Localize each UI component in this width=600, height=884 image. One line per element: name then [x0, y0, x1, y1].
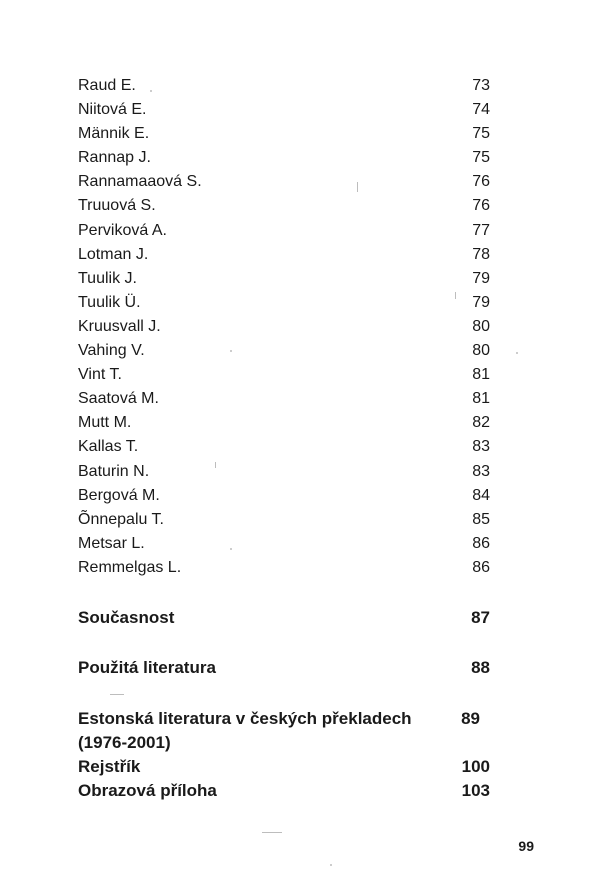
dust-speck	[330, 864, 332, 866]
page-number: 99	[518, 838, 534, 854]
dust-speck	[516, 352, 518, 354]
toc-entry	[78, 363, 490, 387]
section-title: Současnost	[78, 608, 175, 627]
entry-page: 76	[472, 197, 490, 215]
toc-entry	[78, 219, 490, 243]
entry-name: Kruusvall J.	[78, 317, 161, 335]
entry-page: 75	[472, 125, 490, 143]
toc-entry	[78, 387, 490, 411]
toc-entry	[78, 243, 490, 267]
author-entry-list	[78, 74, 490, 580]
toc-entry	[78, 122, 490, 146]
toc-entry	[78, 435, 490, 459]
entry-name: Remmelgas L.	[78, 558, 182, 576]
entry-page: 82	[472, 414, 490, 432]
section-page: 100	[461, 757, 490, 776]
toc-entry	[78, 291, 490, 315]
entry-page: 83	[472, 438, 490, 456]
entry-name: Bergová M.	[78, 486, 160, 504]
section-title: Obrazová příloha	[78, 781, 217, 800]
toc-entry	[78, 556, 490, 580]
toc-entry	[78, 194, 490, 218]
entry-name: Perviková A.	[78, 221, 167, 239]
entry-page: 80	[472, 342, 490, 360]
toc-entry	[78, 339, 490, 363]
toc-entry	[78, 170, 490, 194]
entry-name: Rannamaaová S.	[78, 173, 202, 191]
section-title: Estonská literatura v českých překladech (1976-2001)	[78, 709, 412, 752]
dust-speck	[110, 694, 124, 695]
entry-name: Lotman J.	[78, 245, 149, 263]
entry-name: Rannap J.	[78, 149, 151, 167]
entry-page: 86	[472, 558, 490, 576]
dust-speck	[262, 832, 282, 833]
entry-page: 83	[472, 462, 490, 480]
entry-name: Raud E.	[78, 77, 136, 94]
entry-page: 73	[472, 77, 490, 94]
entry-page: 76	[472, 173, 490, 191]
entry-name: Vint T.	[78, 366, 122, 384]
dust-speck	[215, 462, 216, 468]
toc-entry	[78, 74, 490, 98]
entry-page: 79	[472, 269, 490, 287]
entry-page: 78	[472, 245, 490, 263]
entry-page: 79	[472, 293, 490, 311]
entry-name: Niitová E.	[78, 101, 147, 119]
toc-entry	[78, 508, 490, 532]
section-page: 89	[461, 709, 480, 728]
dust-speck	[150, 90, 152, 92]
section-page: 88	[471, 658, 490, 677]
entry-page: 85	[472, 510, 490, 528]
toc-entry	[78, 267, 490, 291]
entry-page: 81	[472, 390, 490, 408]
section-title: Rejstřík	[78, 757, 141, 776]
entry-page: 80	[472, 317, 490, 335]
section-page: 87	[471, 608, 490, 627]
entry-page: 75	[472, 149, 490, 167]
dust-speck	[230, 350, 232, 352]
entry-name: Mutt M.	[78, 414, 132, 432]
dust-speck	[357, 182, 358, 192]
entry-page: 86	[472, 534, 490, 552]
entry-name: Truuová S.	[78, 197, 156, 215]
entry-name: Vahing V.	[78, 342, 145, 360]
entry-name: Kallas T.	[78, 438, 139, 456]
entry-page: 77	[472, 221, 490, 239]
entry-name: Tuulik J.	[78, 269, 137, 287]
dust-speck	[455, 292, 456, 299]
toc-entry	[78, 460, 490, 484]
toc-entry	[78, 532, 490, 556]
entry-page: 74	[472, 101, 490, 119]
entry-name: Baturin N.	[78, 462, 150, 480]
entry-name: Tuulik Ü.	[78, 293, 141, 311]
toc-entry	[78, 315, 490, 339]
toc-entry	[78, 411, 490, 435]
toc-entry	[78, 146, 490, 170]
entry-name: Saatová M.	[78, 390, 159, 408]
section-page: 103	[461, 781, 490, 800]
entry-name: Õnnepalu T.	[78, 510, 164, 528]
toc-entry	[78, 98, 490, 122]
dust-speck	[230, 548, 232, 550]
entry-page: 81	[472, 366, 490, 384]
entry-name: Metsar L.	[78, 534, 145, 552]
entry-page: 84	[472, 486, 490, 504]
section-title: Použitá literatura	[78, 658, 216, 677]
toc-entry	[78, 484, 490, 508]
entry-name: Männik E.	[78, 125, 150, 143]
